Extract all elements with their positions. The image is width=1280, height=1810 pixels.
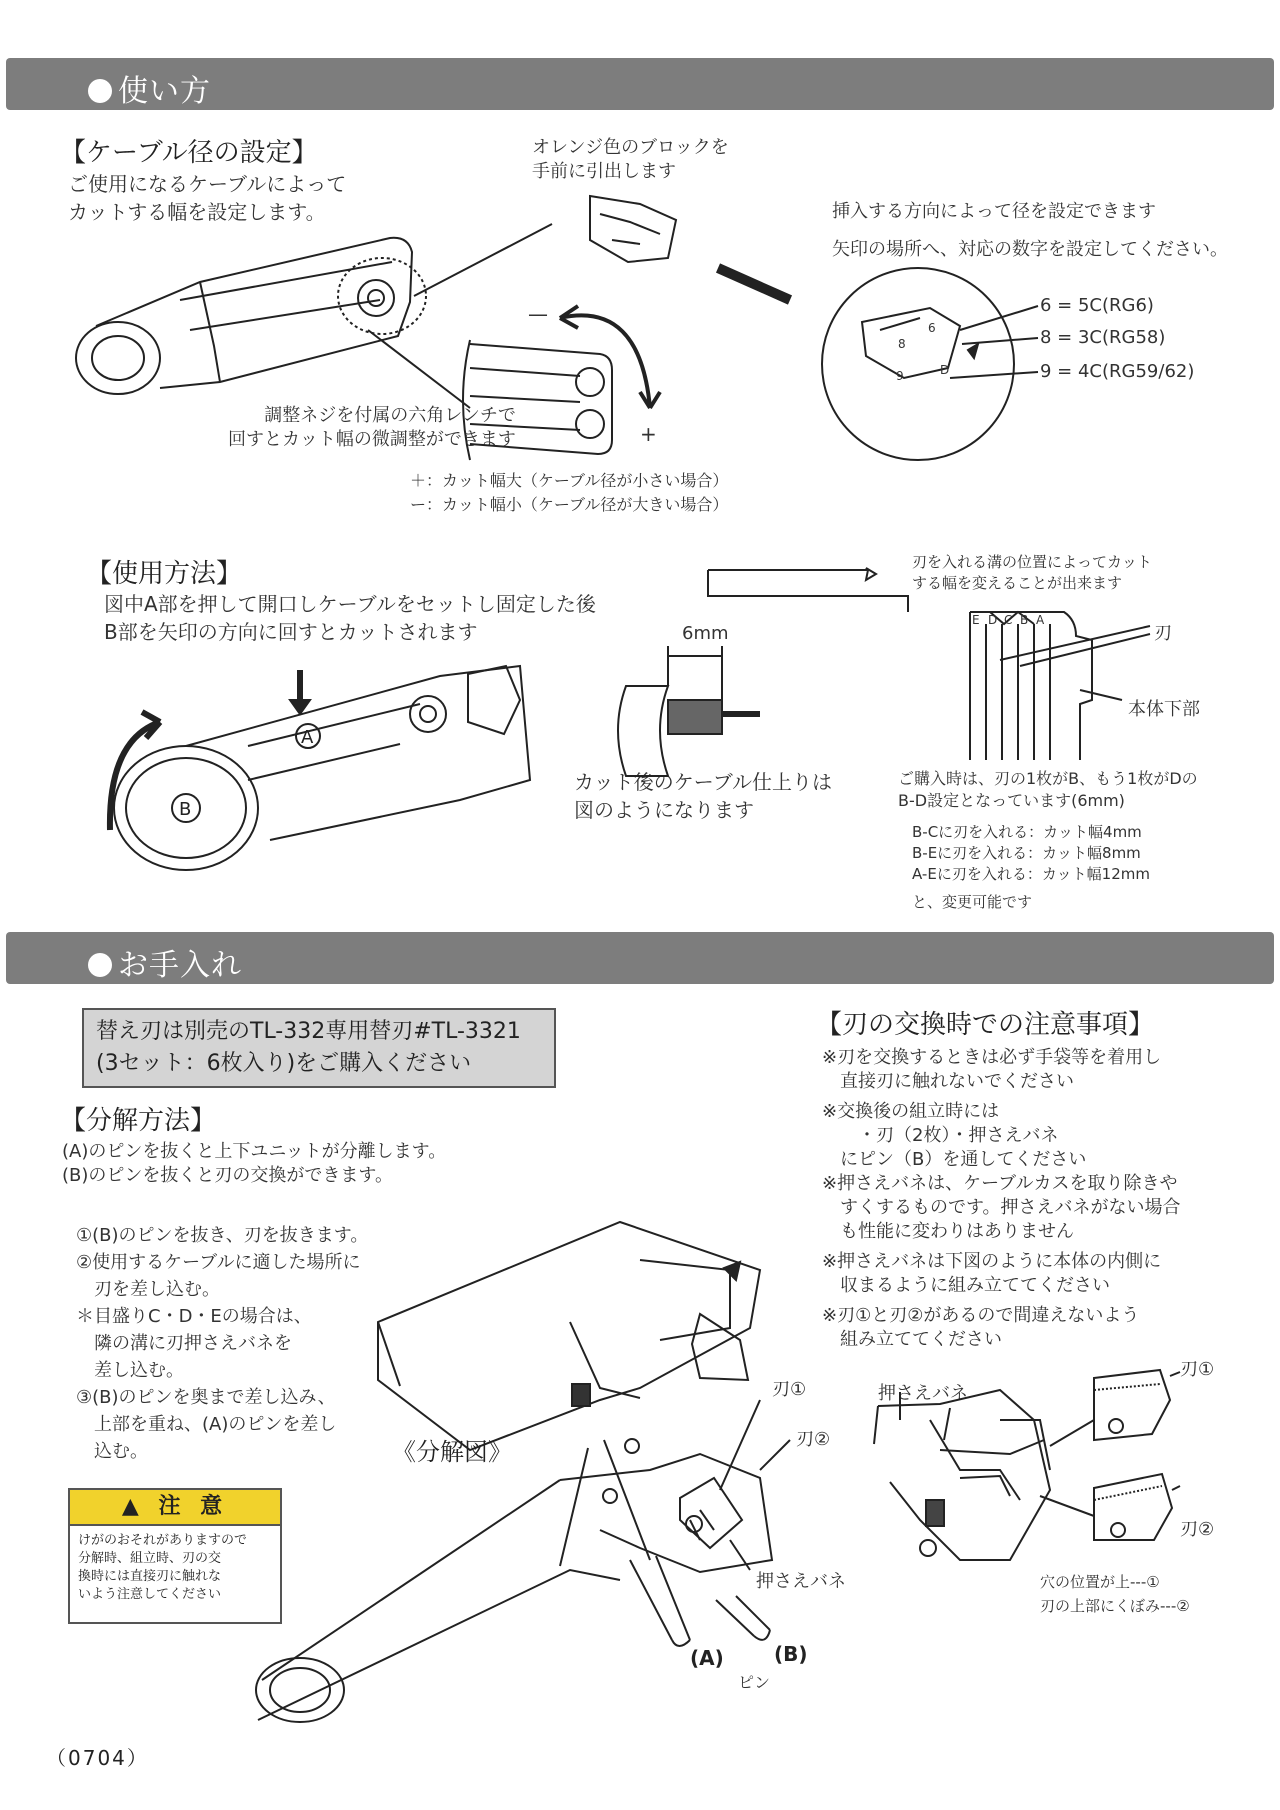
bold-right-arrow-icon [718,268,790,300]
cable-setting-desc: ご使用になるケーブルによって カットする幅を設定します。 [68,172,347,224]
groove-options: B-Cに刃を入れる：カット幅4mm B-Eに刃を入れる：カット幅8mm A-Eに刃を入れる：カット幅12mm [912,823,1150,883]
disassembly-steps: ①(B)のピンを抜き、刃を抜きます。 ②使用するケーブルに適した場所に 刃を差し込む。 ＊目盛りC・D・Eの場合は、 隣の溝に刃押さえバネを 差し込む。 ③(B)のピンを奥まで差し込み、 上部を重ね、(A)のピンを差し 込む。 [76,1225,369,1462]
replacement-blade-box: 替え刃は別売のTL-332専用替刃#TL-3321 (3セット：6枚入り)をご購入ください [82,1008,556,1088]
usage-tool-illustration [110,666,530,870]
hole-note: 穴の位置が上---① 刃の上部にくぼみ---② [1040,1573,1190,1615]
caution-header: ▲ 注 意 [70,1490,280,1526]
svg-text:D: D [988,613,998,627]
blade1-label: 刃① [772,1379,807,1400]
blade-label: 刃 [1154,623,1172,644]
setting-9: 9 = 4C(RG59/62) [1040,361,1195,382]
caution-box [68,1488,282,1624]
bullet-icon [88,79,112,103]
adjust-note: 調整ネジを付属の六角レンチで 回すとカット幅の微調整ができます [228,405,516,450]
blade-notes-heading: 【刃の交換時での注意事項】 [816,1010,1155,1040]
plus-sign: + [640,422,657,446]
svg-text:6: 6 [928,321,936,335]
disassembly-desc: (A)のピンを抜くと上下ユニットが分離します。 (B)のピンを抜くと刃の交換ができます。 [62,1141,447,1186]
orange-block-illustration [590,196,676,262]
footer-code: （0704） [46,1746,149,1770]
cable-setting-heading: 【ケーブル径の設定】 [60,138,318,168]
measure-label: 6mm [682,623,729,644]
pin-a-label: (A) [690,1646,724,1670]
svg-text:8: 8 [898,337,906,351]
svg-text:9: 9 [896,369,904,383]
direction-note: 挿入する方向によって径を設定できます [832,201,1156,222]
minus-sign: — [528,302,548,326]
plus-note: ＋：カット幅大（ケーブル径が小さい場合） [410,471,729,490]
section-header-usage [6,58,1274,110]
pin-label: ピン [738,1673,771,1692]
cable-illustration [618,568,908,776]
result-note: カット後のケーブル仕上りは 図のようになります [574,770,832,822]
disassembly-heading: 【分解方法】 [60,1106,217,1136]
blade-notes-list: ※刃を交換するときは必ず手袋等を着用し 直接刃に触れないでください ※交換後の組立時には ・刃（2枚）・押さえバネ にピン（B）を通してください ※押さえバネは、ケーブルカスを取り除きや すくするものです。押さえバネがない場合 も性能に変わりはありません ※押さえバネは下図のように本体の内側に 収まるように組み立ててください ※刃①と刃②があるので間違えないよう 組み立ててください [822,1047,1181,1350]
minus-note: ー：カット幅小（ケーブル径が大きい場合） [410,495,729,514]
assembly-blade1-label: 刃① [1180,1359,1215,1380]
svg-text:A: A [1036,613,1045,627]
orange-block-note: オレンジ色のブロックを 手前に引出します [532,137,729,182]
exploded-view-title: 《分解図》 [392,1438,512,1466]
svg-text:B: B [179,799,192,820]
assembly-spring-label: 押さえバネ [878,1383,968,1404]
setting-6: 6 = 5C(RG6) [1040,295,1154,316]
stripper-tool-illustration [76,224,552,408]
svg-text:C: C [1004,613,1013,627]
svg-text:D: D [940,363,950,377]
warning-icon: ▲ [121,1494,145,1519]
spring-label: 押さえバネ [756,1571,846,1592]
section-header-maintenance [6,932,1274,984]
purchase-note: ご購入時は、刃の1枚がB、もう1枚がDの B-D設定となっています(6mm) [898,769,1198,810]
assembly-blade2-label: 刃② [1180,1519,1215,1540]
block-closeup-circle [822,268,1038,460]
setting-8: 8 = 3C(RG58) [1040,327,1166,348]
groove-diagram [970,612,1150,760]
body-label: 本体下部 [1128,699,1200,720]
usage-desc: 図中A部を押して開口しケーブルをセットし固定した後 B部を矢印の方向に回すとカットされます [104,592,596,644]
options-tail: と、変更可能です [912,893,1033,911]
section-title: 使い方 [88,66,211,110]
svg-text:B: B [1020,613,1029,627]
bullet-icon [88,953,112,977]
pin-b-label: (B) [774,1642,808,1666]
blade2-label: 刃② [796,1429,831,1450]
rotate-arrow-icon [560,315,650,408]
section-title: お手入れ [88,940,242,984]
caution-body: けがのおそれがありますので 分解時、組立時、刃の交 換時には直接刃に触れな いよう注意してください [78,1533,248,1602]
groove-note: 刃を入れる溝の位置によってカット する幅を変えることが出来ます [912,553,1152,592]
svg-text:A: A [301,727,314,748]
usage-heading: 【使用方法】 [86,559,243,589]
arrow-note: 矢印の場所へ、対応の数字を設定してください。 [832,239,1228,260]
svg-text:E: E [972,613,980,627]
